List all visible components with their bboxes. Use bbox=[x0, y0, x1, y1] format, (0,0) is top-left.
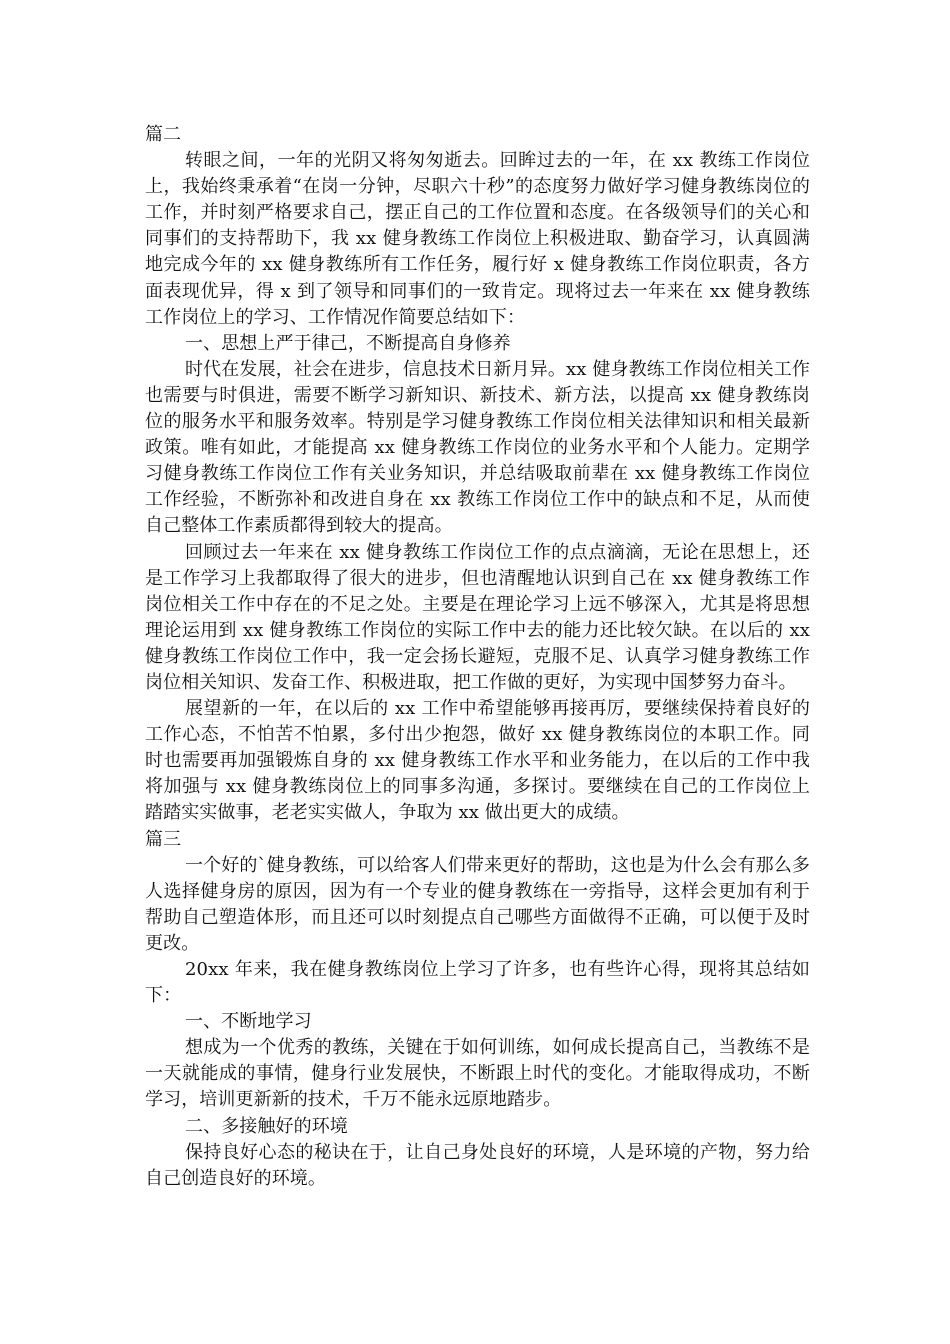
subheading: 一、不断地学习 bbox=[185, 1011, 312, 1033]
paragraph: 想成为一个优秀的教练，关键在于如何训练，如何成长提高自己，当教练不是一天就能成的事情，健身行业发展快，不断跟上时代的变化。才能取得成功，不断学习，培训更新新的技术，千万不能永远原地踏步。 bbox=[145, 1037, 810, 1111]
section-heading-3: 篇三 bbox=[145, 828, 182, 850]
paragraph: 20xx 年来，我在健身教练岗位上学习了许多，也有些许心得，现将其总结如下： bbox=[145, 959, 810, 1007]
subheading: 二、多接触好的环境 bbox=[185, 1115, 348, 1137]
document-body bbox=[145, 122, 810, 1192]
paragraph: 时代在发展，社会在进步，信息技术日新月异。xx 健身教练工作岗位相关工作也需要与时俱进，需要不断学习新知识、新技术、新方法，以提高 xx 健身教练岗位的服务水平和服务效率。特别是学习健身教练工作岗位相关法律知识和相关最新政策。唯有如此，才能提高 xx 健身教练工作岗位的业务水平和个人能力。定期学习健身教练工作岗位工作有关业务知识，并总结吸取前辈在 xx 健身教练工作岗位工作经验，不断弥补和改进自身在 xx 教练工作岗位工作中的缺点和不足，从而使自己整体工作素质都得到较大的提高。 bbox=[145, 358, 810, 537]
paragraph: 一个好的`健身教练，可以给客人们带来更好的帮助，这也是为什么会有那么多人选择健身房的原因，因为有一个专业的健身教练在一旁指导，这样会更加有利于帮助自己塑造体形，而且还可以时刻提点自己哪些方面做得不正确，可以便于及时更改。 bbox=[145, 854, 810, 954]
paragraph: 转眼之间，一年的光阴又将匆匆逝去。回眸过去的一年，在 xx 教练工作岗位上，我始终秉承着“在岗一分钟，尽职六十秒”的态度努力做好学习健身教练岗位的工作，并时刻严格要求自己，摆正自己的工作位置和态度。在各级领导们的关心和同事们的支持帮助下，我 xx 健身教练工作岗位上积极进取、勤奋学习，认真圆满地完成今年的 xx 健身教练所有工作任务，履行好 x 健身教练工作岗位职责，各方面表现优异，得 x 到了领导和同事们的一致肯定。现将过去一年来在 xx 健身教练工作岗位上的学习、工作情况作简要总结如下： bbox=[145, 150, 810, 328]
paragraph: 展望新的一年，在以后的 xx 工作中希望能够再接再厉，要继续保持着良好的工作心态，不怕苦不怕累，多付出少抱怨，做好 xx 健身教练岗位的本职工作。同时也需要再加强锻炼自身的 xx 健身教练工作水平和业务能力，在以后的工作中我将加强与 xx 健身教练岗位上的同事多沟通，多探讨。要继续在自己的工作岗位上踏踏实实做事，老老实实做人，争取为 xx 做出更大的成绩。 bbox=[145, 698, 810, 824]
subheading: 一、思想上严于律己，不断提高自身修养 bbox=[185, 332, 511, 354]
section-heading-2: 篇二 bbox=[145, 124, 182, 145]
paragraph: 保持良好心态的秘诀在于，让自己身处良好的环境，人是环境的产物，努力给自己创造良好的环境。 bbox=[145, 1141, 810, 1189]
paragraph: 回顾过去一年来在 xx 健身教练工作岗位工作的点点滴滴，无论在思想上，还是工作学习上我都取得了很大的进步，但也清醒地认识到自己在 xx 健身教练工作岗位相关工作中存在的不足之处。主要是在理论学习上远不够深入，尤其是将思想理论运用到 xx 健身教练工作岗位的实际工作中去的能力还比较欠缺。在以后的 xx 健身教练工作岗位工作中，我一定会扬长避短，克服不足、认真学习健身教练工作岗位相关知识、发奋工作、积极进取，把工作做的更好，为实现中国梦努力奋斗。 bbox=[145, 541, 810, 693]
